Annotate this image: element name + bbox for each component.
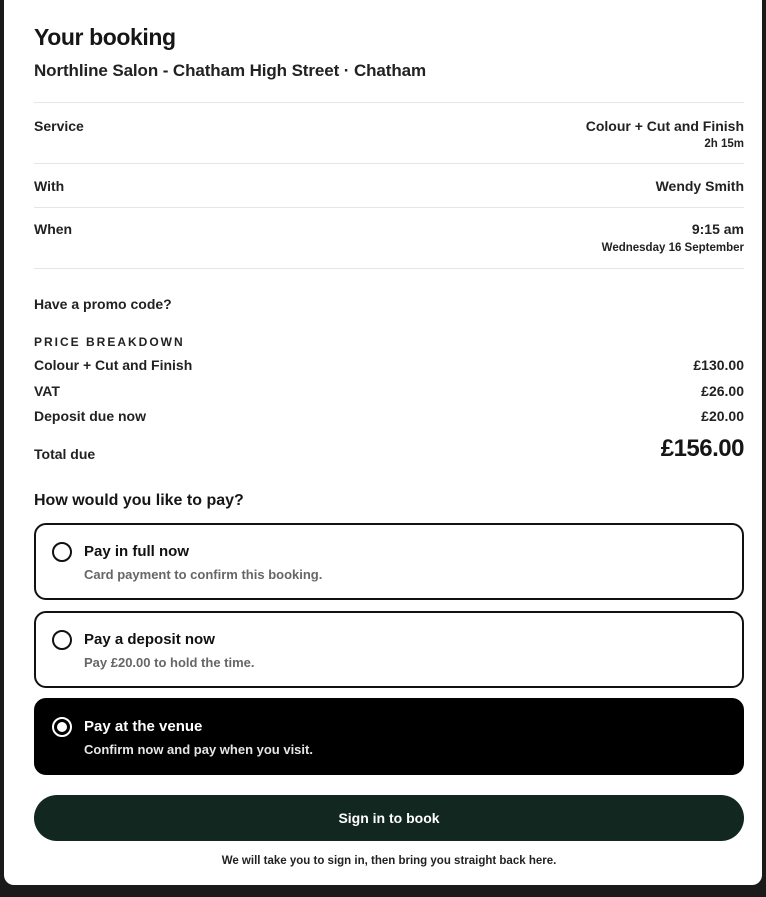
option-title: Pay in full now	[84, 543, 190, 560]
option-description: Card payment to confirm this booking.	[84, 567, 323, 582]
divider	[34, 268, 744, 269]
appointment-time: 9:15 am	[691, 221, 744, 237]
vat-label: VAT	[34, 383, 60, 399]
pay-at-venue-option[interactable]	[34, 698, 744, 775]
service-label: Service	[34, 118, 84, 134]
stylist-name: Wendy Smith	[655, 178, 744, 194]
promo-code-link[interactable]: Have a promo code?	[34, 296, 172, 312]
option-description: Confirm now and pay when you visit.	[84, 742, 313, 757]
deposit-label: Deposit due now	[34, 408, 146, 424]
appointment-date: Wednesday 16 September	[601, 242, 744, 254]
option-title: Pay at the venue	[84, 718, 203, 735]
radio-unselected-icon[interactable]	[52, 630, 72, 650]
booking-card	[4, 0, 762, 885]
service-value: Colour + Cut and Finish	[585, 118, 744, 134]
radio-selected-icon[interactable]	[52, 717, 72, 737]
with-label: With	[34, 178, 65, 194]
salon-location: Northline Salon - Chatham High Street · Chatham	[34, 61, 426, 80]
pay-deposit-option[interactable]	[34, 611, 744, 688]
price-item-value: £130.00	[693, 357, 744, 373]
total-label: Total due	[34, 446, 96, 462]
price-item-label: Colour + Cut and Finish	[34, 357, 193, 373]
total-value: £156.00	[660, 435, 744, 462]
pay-full-option[interactable]	[34, 523, 744, 600]
sign-in-note: We will take you to sign in, then bring you straight back here.	[221, 855, 557, 867]
radio-unselected-icon[interactable]	[52, 542, 72, 562]
page-title: Your booking	[34, 24, 176, 50]
when-label: When	[34, 221, 73, 237]
deposit-value: £20.00	[701, 408, 744, 424]
payment-question: How would you like to pay?	[34, 492, 244, 509]
price-breakdown-heading: PRICE BREAKDOWN	[34, 335, 185, 349]
option-title: Pay a deposit now	[84, 631, 215, 648]
divider	[34, 207, 744, 208]
option-description: Pay £20.00 to hold the time.	[84, 655, 255, 670]
divider	[34, 102, 744, 103]
service-duration: 2h 15m	[704, 138, 744, 150]
sign-in-to-book-button[interactable]: Sign in to book	[34, 795, 744, 841]
divider	[34, 163, 744, 164]
vat-value: £26.00	[701, 383, 744, 399]
